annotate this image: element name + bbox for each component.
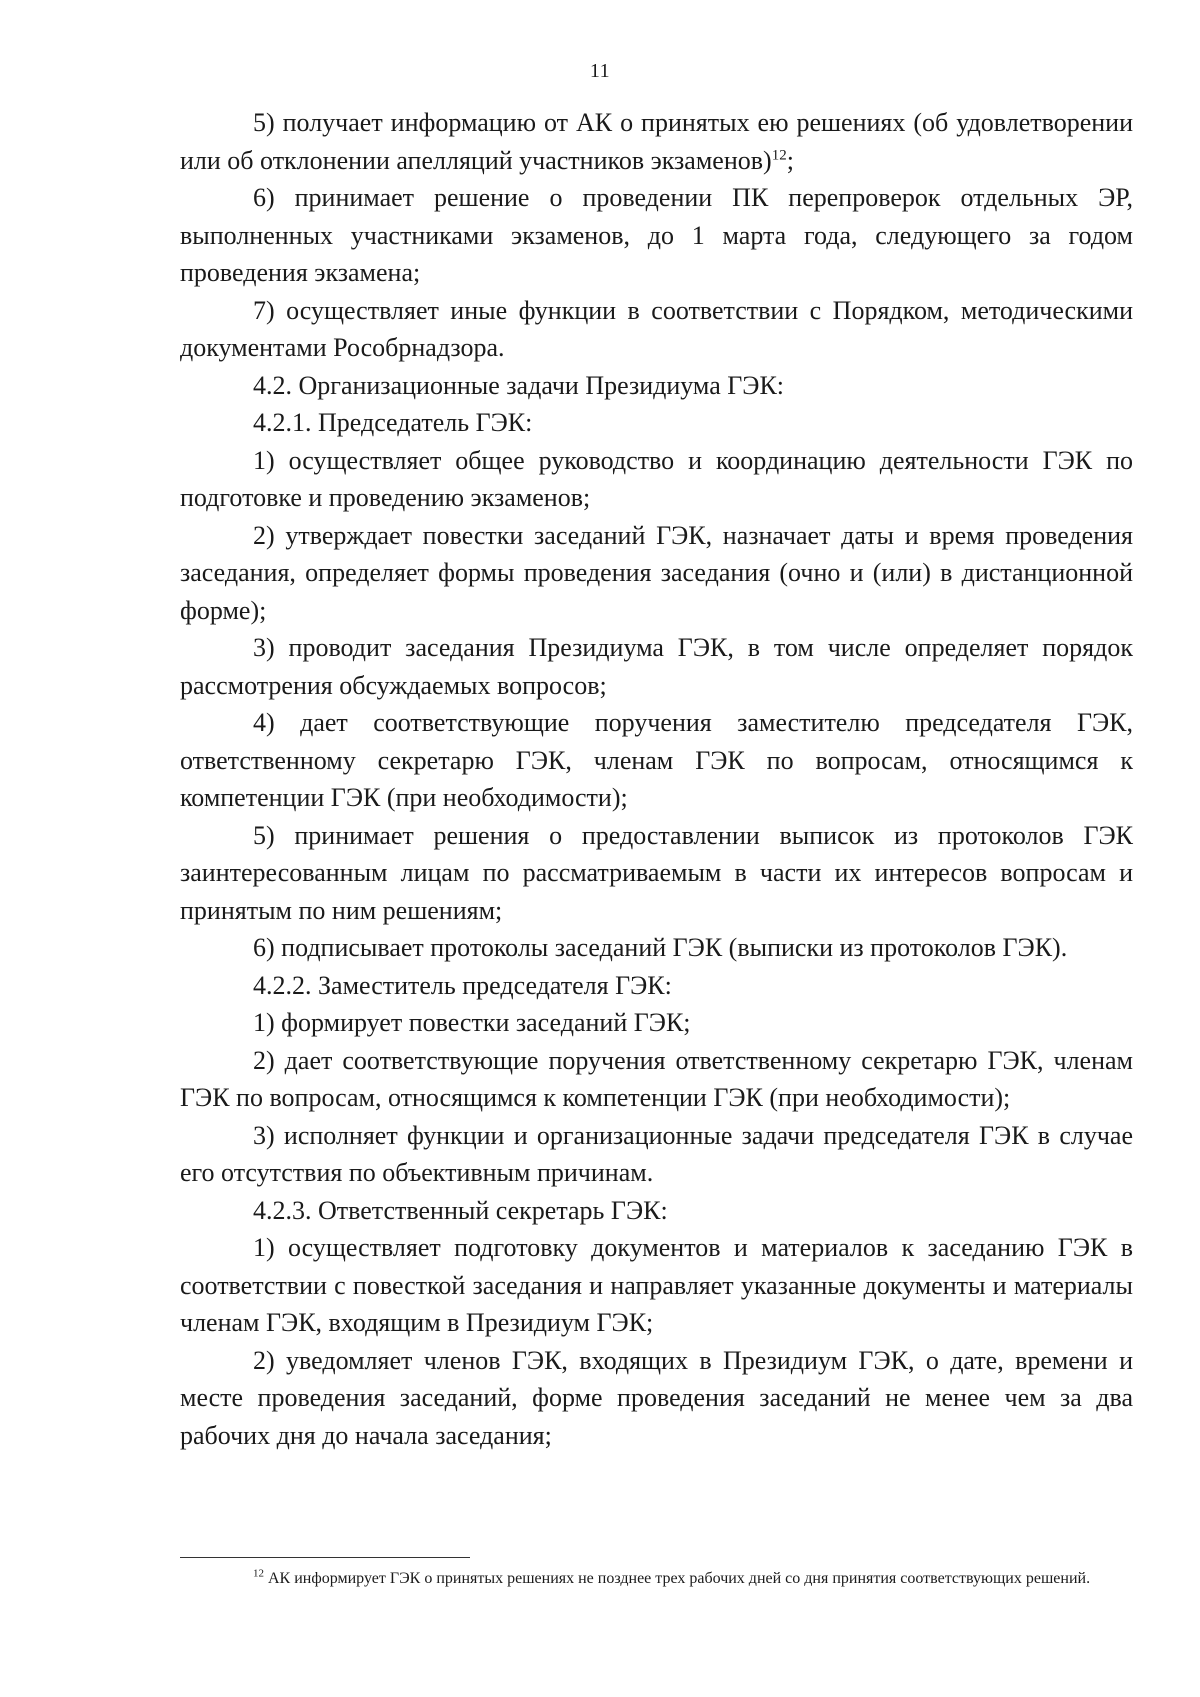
paragraph-secretary-1: 1) осуществляет подготовку документов и материалов к заседанию ГЭК в соответствии с повесткой заседания и направляет указанные документы и материалы членам ГЭК, входящим в Президиум ГЭК; bbox=[180, 1233, 1133, 1337]
paragraph-chair-3: 3) проводит заседания Президиума ГЭК, в том числе определяет порядок рассмотрения обсуждаемых вопросов; bbox=[180, 633, 1133, 700]
paragraph-deputy-3: 3) исполняет функции и организационные задачи председателя ГЭК в случае его отсутствия по объективным причинам. bbox=[180, 1120, 1133, 1187]
paragraph-chair-4: 4) дает соответствующие поручения заместителю председателя ГЭК, ответственному секретарю ГЭК, членам ГЭК по вопросам, относящимся к компетенции ГЭК (при необходимости); bbox=[180, 708, 1133, 812]
section-heading-4-2: 4.2. Организационные задачи Президиума ГЭК: bbox=[253, 370, 785, 400]
paragraph-deputy-1: 1) формирует повестки заседаний ГЭК; bbox=[253, 1008, 691, 1037]
section-heading-4-2-1: 4.2.1. Председатель ГЭК: bbox=[253, 408, 533, 437]
paragraph-5-ak-info bbox=[180, 104, 1133, 179]
page-number: 11 bbox=[589, 60, 611, 82]
paragraph-chair-6: 6) подписывает протоколы заседаний ГЭК (выписки из протоколов ГЭК). bbox=[253, 933, 1068, 962]
footnote-ref: 12 bbox=[771, 146, 787, 163]
paragraph-chair-5: 5) принимает решения о предоставлении выписок из протоколов ГЭК заинтересованным лицам по рассматриваемым в части их интересов вопросам и принятым по ним решениям; bbox=[180, 820, 1133, 925]
paragraph-tail: ; bbox=[786, 145, 794, 175]
section-heading-4-2-2: 4.2.2. Заместитель председателя ГЭК: bbox=[253, 970, 672, 1000]
paragraph-text: 5) получает информацию от АК о принятых ею решениях (об удовлетворении или об отклонении апелляций участников экзаменов) bbox=[180, 108, 1133, 175]
footnote bbox=[180, 1569, 1133, 1589]
body-text bbox=[180, 104, 1133, 1454]
paragraph-chair-2: 2) утверждает повестки заседаний ГЭК, назначает даты и время проведения заседания, определяет формы проведения заседания (очно и (или) в дистанционной форме); bbox=[180, 520, 1133, 625]
paragraph-7-other-functions: 7) осуществляет иные функции в соответствии с Порядком, методическими документами Рособрнадзора. bbox=[180, 295, 1133, 362]
paragraph-secretary-2: 2) уведомляет членов ГЭК, входящих в Президиум ГЭК, о дате, времени и месте проведения заседаний, форме проведения заседаний не менее чем за два рабочих дня до начала заседания; bbox=[180, 1345, 1133, 1450]
footnote-mark: 12 bbox=[253, 1567, 264, 1580]
paragraph-6-recheck: 6) принимает решение о проведении ПК перепроверок отдельных ЭР, выполненных участниками экзаменов, до 1 марта года, следующего за годом проведения экзамена; bbox=[180, 183, 1133, 287]
paragraph-chair-1: 1) осуществляет общее руководство и координацию деятельности ГЭК по подготовке и проведению экзаменов; bbox=[180, 445, 1133, 512]
footnote-divider bbox=[180, 1557, 470, 1558]
paragraph-deputy-2: 2) дает соответствующие поручения ответственному секретарю ГЭК, членам ГЭК по вопросам, относящимся к компетенции ГЭК (при необходимости); bbox=[180, 1045, 1133, 1112]
section-heading-4-2-3: 4.2.3. Ответственный секретарь ГЭК: bbox=[253, 1195, 668, 1225]
footnote-text: АК информирует ГЭК о принятых решениях не позднее трех рабочих дней со дня принятия соответствующих решений. bbox=[264, 1570, 1091, 1587]
